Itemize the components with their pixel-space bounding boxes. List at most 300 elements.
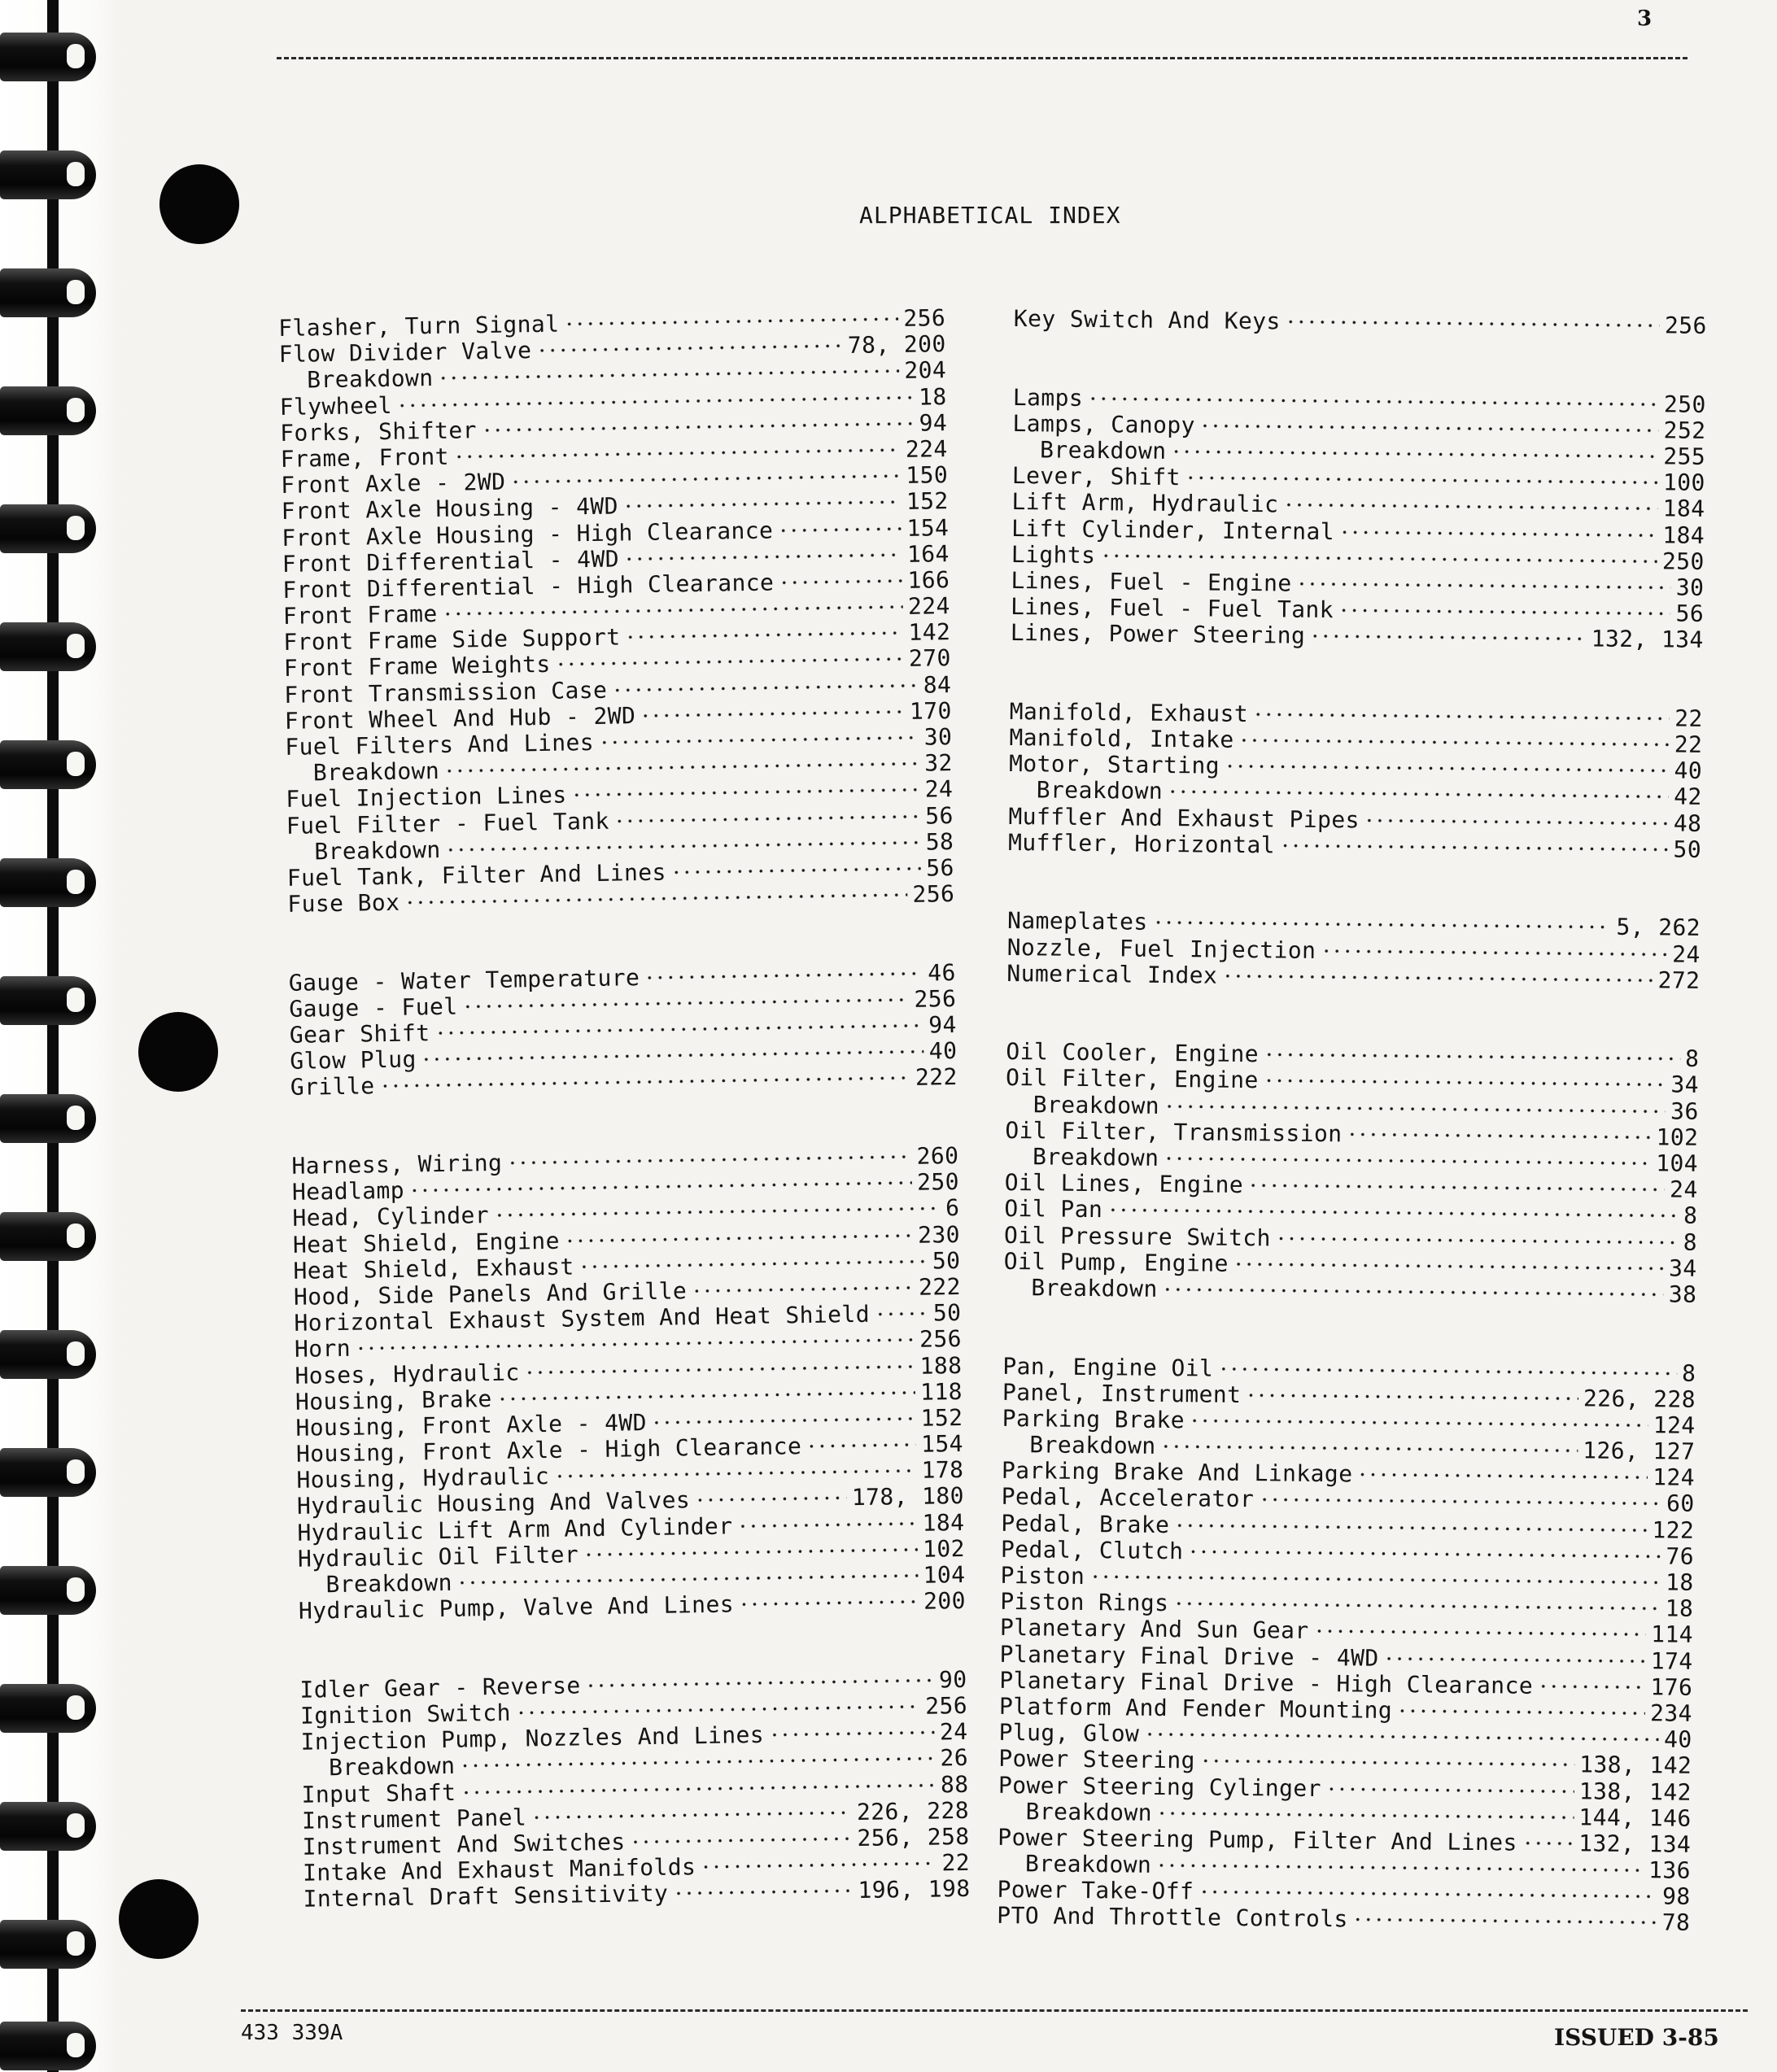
entry-label: Piston Rings bbox=[1000, 1588, 1169, 1617]
dot-leader bbox=[875, 1311, 928, 1317]
dot-leader bbox=[701, 1861, 937, 1870]
entry-page: 170 bbox=[909, 696, 952, 725]
entry-page: 188 bbox=[919, 1351, 963, 1380]
entry-page: 132, 134 bbox=[1591, 625, 1704, 654]
dot-leader bbox=[1168, 789, 1669, 799]
entry-page: 224 bbox=[907, 592, 950, 620]
entry-page: 24 bbox=[939, 1718, 968, 1746]
entry-page: 200 bbox=[923, 1587, 967, 1615]
entry-label: Numerical Index bbox=[1006, 959, 1218, 989]
entry-page: 222 bbox=[918, 1272, 962, 1301]
entry-label: Front Axle - 2WD bbox=[281, 468, 506, 499]
entry-page: 256 bbox=[1664, 312, 1707, 339]
entry-page: 8 bbox=[1683, 1202, 1698, 1230]
entry-page: 196, 198 bbox=[858, 1875, 971, 1904]
entry-label: Flow Divider Valve bbox=[278, 337, 532, 369]
dot-leader bbox=[779, 578, 902, 585]
entry-page: 124 bbox=[1653, 1411, 1696, 1439]
dot-leader bbox=[356, 1337, 915, 1351]
dot-leader bbox=[1171, 449, 1658, 459]
dot-leader bbox=[1157, 1811, 1574, 1820]
entry-page: 102 bbox=[1656, 1123, 1699, 1151]
entry-label: Piston bbox=[1000, 1561, 1085, 1590]
punch-hole bbox=[159, 164, 239, 244]
entry-label: Pan, Engine Oil bbox=[1002, 1352, 1214, 1382]
entry-page: 124 bbox=[1653, 1463, 1696, 1492]
entry-page: 50 bbox=[932, 1246, 961, 1275]
entry-label: Nameplates bbox=[1006, 907, 1148, 936]
binding-coil bbox=[0, 1330, 96, 1379]
dot-leader bbox=[778, 526, 902, 532]
entry-label: Pedal, Brake bbox=[1001, 1509, 1170, 1538]
dot-leader bbox=[644, 971, 923, 979]
entry-page: 250 bbox=[1663, 390, 1706, 418]
dot-leader bbox=[1164, 1104, 1666, 1114]
binding-coil bbox=[0, 504, 96, 553]
entry-label: Breakdown bbox=[1031, 1274, 1158, 1302]
dot-leader bbox=[1397, 1708, 1645, 1716]
entry-page: 226, 228 bbox=[856, 1796, 970, 1826]
entry-label: Nozzle, Fuel Injection bbox=[1006, 933, 1316, 964]
entry-page: 94 bbox=[919, 408, 948, 437]
entry-page: 94 bbox=[928, 1011, 958, 1039]
entry-page: 22 bbox=[1674, 731, 1703, 758]
entry-page: 150 bbox=[906, 461, 949, 490]
dot-leader bbox=[1339, 530, 1657, 538]
dot-leader bbox=[510, 473, 901, 485]
entry-page: 250 bbox=[1661, 547, 1705, 575]
dot-leader bbox=[695, 1496, 847, 1503]
entry-label: Harness, Wiring bbox=[291, 1149, 503, 1180]
entry-page: 24 bbox=[924, 775, 954, 803]
entry-page: 250 bbox=[916, 1168, 960, 1196]
entry-label: Front Differential - High Clearance bbox=[282, 569, 775, 604]
binding-coil bbox=[0, 1920, 96, 1969]
dot-leader bbox=[409, 1180, 912, 1193]
entry-page: 104 bbox=[923, 1560, 966, 1589]
entry-label: Breakdown bbox=[1025, 1797, 1153, 1826]
entry-page: 100 bbox=[1662, 469, 1705, 497]
entry-page: 136 bbox=[1648, 1856, 1692, 1884]
entry-page: 24 bbox=[1669, 1176, 1698, 1204]
entry-page: 34 bbox=[1670, 1071, 1700, 1099]
dot-leader bbox=[507, 1154, 911, 1166]
spiral-binding bbox=[0, 0, 122, 2072]
entry-label: Ignition Switch bbox=[299, 1699, 512, 1730]
punch-hole bbox=[138, 1012, 218, 1092]
entry-label: Hood, Side Panels And Grille bbox=[293, 1277, 688, 1311]
entry-label: Housing, Hydraulic bbox=[296, 1463, 550, 1494]
dot-leader bbox=[1200, 423, 1659, 433]
entry-page: 256 bbox=[919, 1325, 963, 1354]
entry-label: Planetary Final Drive - High Clearance bbox=[999, 1666, 1534, 1699]
entry-label: Horizontal Exhaust System And Heat Shield bbox=[294, 1300, 871, 1337]
dot-leader bbox=[673, 1888, 853, 1895]
header-rule bbox=[277, 57, 1687, 59]
dot-leader bbox=[1144, 1732, 1659, 1743]
entry-label: Power Steering bbox=[998, 1745, 1196, 1774]
dot-leader bbox=[614, 814, 921, 823]
entry-page: 76 bbox=[1666, 1542, 1695, 1570]
dot-leader bbox=[652, 1416, 916, 1425]
dot-leader bbox=[1222, 973, 1653, 983]
dot-leader bbox=[379, 1075, 910, 1088]
dot-leader bbox=[630, 1836, 852, 1844]
dot-leader bbox=[1384, 1655, 1646, 1663]
dot-leader bbox=[482, 421, 915, 432]
entry-page: 260 bbox=[916, 1141, 959, 1170]
entry-page: 256 bbox=[924, 1691, 968, 1720]
entry-page: 88 bbox=[940, 1770, 969, 1798]
binding-coil bbox=[0, 858, 96, 907]
entry-label: Manifold, Intake bbox=[1009, 723, 1234, 753]
dot-leader bbox=[434, 1023, 923, 1036]
dot-leader bbox=[444, 761, 919, 774]
entry-page: 5, 262 bbox=[1616, 914, 1701, 942]
entry-page: 26 bbox=[940, 1744, 969, 1772]
entry-label: Fuel Injection Lines bbox=[286, 781, 567, 814]
entry-page: 56 bbox=[1675, 600, 1705, 627]
dot-leader bbox=[1538, 1684, 1645, 1690]
dot-leader bbox=[599, 735, 919, 745]
dot-leader bbox=[1164, 1156, 1651, 1166]
dot-leader bbox=[612, 683, 919, 692]
entry-label: Gear Shift bbox=[289, 1019, 430, 1049]
entry-page: 252 bbox=[1663, 417, 1706, 444]
entry-label: Front Axle Housing - 4WD bbox=[281, 492, 619, 526]
index-column-right bbox=[997, 306, 1707, 1936]
dot-leader bbox=[1314, 1629, 1647, 1637]
dot-leader bbox=[1239, 738, 1670, 748]
index-column-left bbox=[278, 305, 971, 1913]
entry-page: 56 bbox=[924, 801, 954, 830]
entry-page: 270 bbox=[908, 644, 951, 673]
dot-leader bbox=[579, 1258, 928, 1269]
entry-page: 154 bbox=[906, 513, 950, 542]
entry-label: Oil Pressure Switch bbox=[1003, 1221, 1272, 1251]
entry-page: 46 bbox=[928, 958, 957, 987]
dot-leader bbox=[1100, 553, 1657, 564]
entry-label: Head, Cylinder bbox=[292, 1202, 490, 1232]
entry-label: Gauge - Water Temperature bbox=[288, 963, 640, 997]
entry-label: Idler Gear - Reverse bbox=[299, 1672, 581, 1703]
entry-page: 40 bbox=[928, 1037, 958, 1065]
entry-label: Power Steering Pump, Filter And Lines bbox=[998, 1823, 1517, 1856]
dot-leader bbox=[1163, 1287, 1664, 1297]
dot-leader bbox=[460, 1756, 935, 1769]
entry-label: Horn bbox=[294, 1335, 351, 1363]
dot-leader bbox=[1156, 1863, 1644, 1873]
entry-page: 152 bbox=[906, 487, 949, 516]
entry-page: 256, 258 bbox=[857, 1822, 970, 1852]
entry-label: Gauge - Fuel bbox=[289, 992, 458, 1023]
binding-coil bbox=[0, 268, 96, 317]
entry-page: 104 bbox=[1656, 1149, 1699, 1177]
binding-coil bbox=[0, 1094, 96, 1143]
entry-label: Front Wheel And Hub - 2WD bbox=[284, 701, 636, 735]
entry-label: Muffler, Horizontal bbox=[1007, 828, 1276, 859]
entry-page: 256 bbox=[914, 984, 957, 1013]
entry-page: 40 bbox=[1663, 1725, 1692, 1753]
entry-page: 256 bbox=[903, 304, 946, 332]
entry-page: 32 bbox=[923, 749, 953, 777]
dot-leader bbox=[1264, 1079, 1666, 1088]
binding-coil bbox=[0, 1448, 96, 1497]
entry-page: 6 bbox=[945, 1194, 960, 1222]
entry-label: Housing, Front Axle - High Clearance bbox=[295, 1433, 802, 1468]
entry-page: 184 bbox=[1662, 521, 1705, 549]
entry-label: Lift Cylinder, Internal bbox=[1011, 514, 1335, 545]
dot-leader bbox=[1153, 920, 1612, 930]
entry-label: Fuel Tank, Filter And Lines bbox=[286, 858, 667, 892]
dot-leader bbox=[404, 892, 907, 905]
entry-label: Breakdown bbox=[314, 835, 441, 866]
entry-page: 22 bbox=[941, 1848, 971, 1877]
binding-coil bbox=[0, 976, 96, 1025]
entry-page: 90 bbox=[938, 1665, 967, 1694]
entry-label: Lines, Fuel - Engine bbox=[1011, 566, 1292, 597]
dot-leader bbox=[1089, 1574, 1661, 1585]
entry-page: 8 bbox=[1683, 1228, 1698, 1256]
dot-leader bbox=[497, 1390, 916, 1402]
entry-label: Injection Pump, Nozzles And Lines bbox=[300, 1721, 765, 1756]
binding-coil bbox=[0, 740, 96, 789]
dot-leader bbox=[1353, 1917, 1657, 1926]
dot-leader bbox=[457, 1573, 919, 1586]
entry-label: Housing, Front Axle - 4WD bbox=[295, 1408, 648, 1442]
dot-leader bbox=[421, 1049, 924, 1062]
dot-leader bbox=[1233, 1262, 1664, 1272]
entry-label: Parking Brake bbox=[1002, 1404, 1185, 1434]
issue-date: ISSUED 3-85 bbox=[1554, 2024, 1719, 2051]
dot-leader bbox=[1198, 1890, 1657, 1900]
entry-page: 234 bbox=[1649, 1699, 1693, 1727]
dot-leader bbox=[737, 1520, 917, 1528]
dot-leader bbox=[454, 447, 901, 460]
entry-label: Pedal, Accelerator bbox=[1001, 1483, 1255, 1513]
dot-leader bbox=[1286, 319, 1660, 328]
entry-page: 84 bbox=[923, 670, 952, 699]
entry-label: Lines, Fuel - Fuel Tank bbox=[1010, 593, 1334, 624]
entry-page: 58 bbox=[925, 827, 954, 856]
dot-leader bbox=[1225, 764, 1670, 774]
dot-leader bbox=[1188, 1549, 1661, 1559]
dot-leader bbox=[536, 343, 843, 353]
dot-leader bbox=[1190, 1418, 1648, 1428]
entry-page: 8 bbox=[1684, 1045, 1700, 1073]
dot-leader bbox=[1248, 1183, 1665, 1192]
dot-leader bbox=[1107, 1208, 1679, 1219]
binding-coil bbox=[0, 1566, 96, 1615]
dot-leader bbox=[1283, 503, 1657, 512]
entry-label: Breakdown bbox=[1024, 1850, 1152, 1878]
entry-label: Glow Plug bbox=[290, 1045, 417, 1075]
dot-leader bbox=[692, 1285, 914, 1293]
entry-page: 18 bbox=[918, 382, 947, 411]
entry-label: Breakdown bbox=[1033, 1090, 1160, 1119]
entry-page: 34 bbox=[1668, 1254, 1697, 1282]
dot-leader bbox=[1259, 1498, 1661, 1507]
dot-leader bbox=[1364, 818, 1669, 826]
entry-page: 18 bbox=[1665, 1568, 1694, 1596]
entry-label: Front Differential - 4WD bbox=[282, 545, 620, 578]
entry-label: Breakdown bbox=[1029, 1431, 1156, 1459]
entry-page: 132, 134 bbox=[1578, 1830, 1692, 1858]
entry-label: Front Frame Side Support bbox=[283, 623, 621, 656]
dot-leader bbox=[739, 1599, 919, 1607]
entry-label: Oil Filter, Engine bbox=[1005, 1064, 1259, 1094]
entry-page: 78 bbox=[1661, 1908, 1691, 1937]
entry-label: Fuse Box bbox=[287, 888, 400, 918]
dot-leader bbox=[571, 787, 919, 798]
dot-leader bbox=[1173, 1601, 1660, 1611]
dot-leader bbox=[640, 709, 905, 718]
dot-leader bbox=[446, 840, 921, 852]
dot-leader bbox=[1185, 475, 1658, 485]
entry-page: 114 bbox=[1650, 1621, 1694, 1649]
entry-label: Parking Brake And Linkage bbox=[1001, 1457, 1353, 1488]
dot-leader bbox=[1264, 1053, 1680, 1062]
dot-leader bbox=[516, 1704, 920, 1716]
binding-coil bbox=[0, 2022, 96, 2070]
page-number: 3 bbox=[1637, 7, 1653, 31]
dot-leader bbox=[586, 1677, 934, 1688]
entry-label: Oil Pan bbox=[1004, 1195, 1103, 1224]
entry-page: 60 bbox=[1666, 1490, 1695, 1518]
entry-page: 174 bbox=[1650, 1647, 1693, 1675]
entry-label: Power Take-Off bbox=[997, 1876, 1194, 1905]
entry-page: 176 bbox=[1650, 1673, 1693, 1701]
dot-leader bbox=[1522, 1841, 1574, 1847]
entry-label: Platform And Fender Mounting bbox=[998, 1692, 1393, 1724]
entry-label: Hydraulic Lift Arm And Cylinder bbox=[297, 1512, 733, 1546]
dot-leader bbox=[462, 997, 909, 1010]
entry-label: Heat Shield, Exhaust bbox=[293, 1253, 574, 1285]
entry-page: 30 bbox=[1675, 574, 1705, 601]
entry-label: Power Steering Cylinger bbox=[998, 1771, 1322, 1802]
entry-page: 256 bbox=[912, 880, 955, 908]
entry-label: Intake And Exhaust Manifolds bbox=[302, 1853, 696, 1887]
binding-coil bbox=[0, 33, 96, 81]
entry-page: 98 bbox=[1661, 1882, 1691, 1911]
dot-leader bbox=[625, 630, 903, 639]
binding-coil bbox=[0, 150, 96, 199]
entry-label: Breakdown bbox=[328, 1752, 456, 1782]
entry-page: 144, 146 bbox=[1578, 1804, 1692, 1832]
entry-label: Internal Draft Sensitivity bbox=[303, 1879, 669, 1913]
entry-page: 118 bbox=[919, 1377, 963, 1406]
dot-leader bbox=[1338, 608, 1671, 616]
binding-coil bbox=[0, 1684, 96, 1733]
dot-leader bbox=[397, 395, 914, 408]
entry-label: Plug, Glow bbox=[998, 1719, 1140, 1747]
entry-label: Motor, Starting bbox=[1008, 750, 1220, 779]
entry-label: Heat Shield, Engine bbox=[292, 1227, 561, 1258]
entry-page: 102 bbox=[922, 1534, 966, 1563]
entry-page: 152 bbox=[920, 1403, 963, 1432]
dot-leader bbox=[1088, 396, 1659, 407]
dot-leader bbox=[1246, 1393, 1578, 1401]
entry-label: Instrument Panel bbox=[301, 1804, 527, 1834]
entry-label: Flywheel bbox=[279, 391, 393, 421]
dot-leader bbox=[443, 604, 903, 617]
entry-label: Breakdown bbox=[306, 364, 434, 394]
entry-page: 255 bbox=[1663, 443, 1706, 470]
entry-label: Headlamp bbox=[291, 1176, 405, 1206]
entry-label: Instrument And Switches bbox=[302, 1828, 626, 1860]
binding-coil bbox=[0, 1802, 96, 1851]
dot-leader bbox=[1253, 712, 1670, 721]
dot-leader bbox=[769, 1730, 935, 1738]
entry-label: Hydraulic Oil Filter bbox=[297, 1541, 579, 1573]
entry-page: 24 bbox=[1672, 940, 1701, 968]
entry-label: Lines, Power Steering bbox=[1010, 619, 1306, 650]
entry-page: 184 bbox=[922, 1508, 965, 1537]
entry-page: 30 bbox=[923, 723, 953, 751]
entry-page: 184 bbox=[1662, 495, 1705, 523]
entry-label: Pedal, Clutch bbox=[1000, 1535, 1184, 1565]
entry-page: 48 bbox=[1673, 809, 1702, 837]
entry-label: Planetary Final Drive - 4WD bbox=[999, 1640, 1379, 1672]
entry-page: 204 bbox=[904, 356, 947, 385]
dot-leader bbox=[1321, 948, 1667, 956]
dot-leader bbox=[1276, 1236, 1679, 1245]
entry-label: Breakdown bbox=[1036, 776, 1164, 805]
entry-label: Breakdown bbox=[1032, 1143, 1159, 1171]
dot-leader bbox=[556, 656, 904, 667]
dot-leader bbox=[583, 1547, 918, 1557]
dot-leader bbox=[1280, 843, 1669, 852]
entry-page: 272 bbox=[1657, 966, 1701, 994]
entry-page: 18 bbox=[1665, 1594, 1694, 1623]
dot-leader bbox=[554, 1468, 917, 1479]
entry-label: Breakdown bbox=[1039, 436, 1167, 465]
dot-leader bbox=[1357, 1472, 1648, 1481]
dot-leader bbox=[1218, 1366, 1677, 1376]
dot-leader bbox=[1174, 1523, 1647, 1533]
entry-label: Oil Pump, Engine bbox=[1003, 1247, 1229, 1277]
entry-label: Flasher, Turn Signal bbox=[277, 310, 560, 342]
dot-leader bbox=[531, 1810, 852, 1820]
entry-label: Hydraulic Pump, Valve And Lines bbox=[298, 1590, 735, 1625]
entry-label: Grille bbox=[290, 1072, 375, 1101]
entry-page: 36 bbox=[1670, 1097, 1699, 1125]
dot-leader bbox=[1200, 1759, 1574, 1768]
entry-page: 142 bbox=[908, 618, 951, 647]
entry-page: 166 bbox=[907, 565, 950, 594]
binding-coil bbox=[0, 622, 96, 671]
dot-leader bbox=[806, 1442, 916, 1449]
entry-page: 50 bbox=[932, 1299, 962, 1327]
dot-leader bbox=[494, 1206, 941, 1219]
entry-page: 138, 142 bbox=[1578, 1777, 1692, 1806]
entry-page: 56 bbox=[925, 853, 955, 882]
entry-page: 8 bbox=[1681, 1359, 1696, 1387]
entry-label: Lights bbox=[1011, 540, 1096, 569]
dot-leader bbox=[1347, 1132, 1652, 1140]
entry-label: Frame, Front bbox=[280, 443, 450, 473]
dot-leader bbox=[1297, 582, 1671, 591]
entry-page: 42 bbox=[1674, 783, 1702, 811]
entry-label: Fuel Filter - Fuel Tank bbox=[286, 807, 609, 840]
entry-page: 226, 228 bbox=[1583, 1385, 1696, 1413]
entry-label: Muffler And Exhaust Pipes bbox=[1008, 802, 1360, 834]
dot-leader bbox=[525, 1363, 915, 1375]
entry-label: Front Frame Weights bbox=[283, 651, 551, 683]
dot-leader bbox=[439, 369, 900, 381]
entry-label: Lever, Shift bbox=[1011, 462, 1181, 491]
dot-leader bbox=[564, 316, 898, 326]
